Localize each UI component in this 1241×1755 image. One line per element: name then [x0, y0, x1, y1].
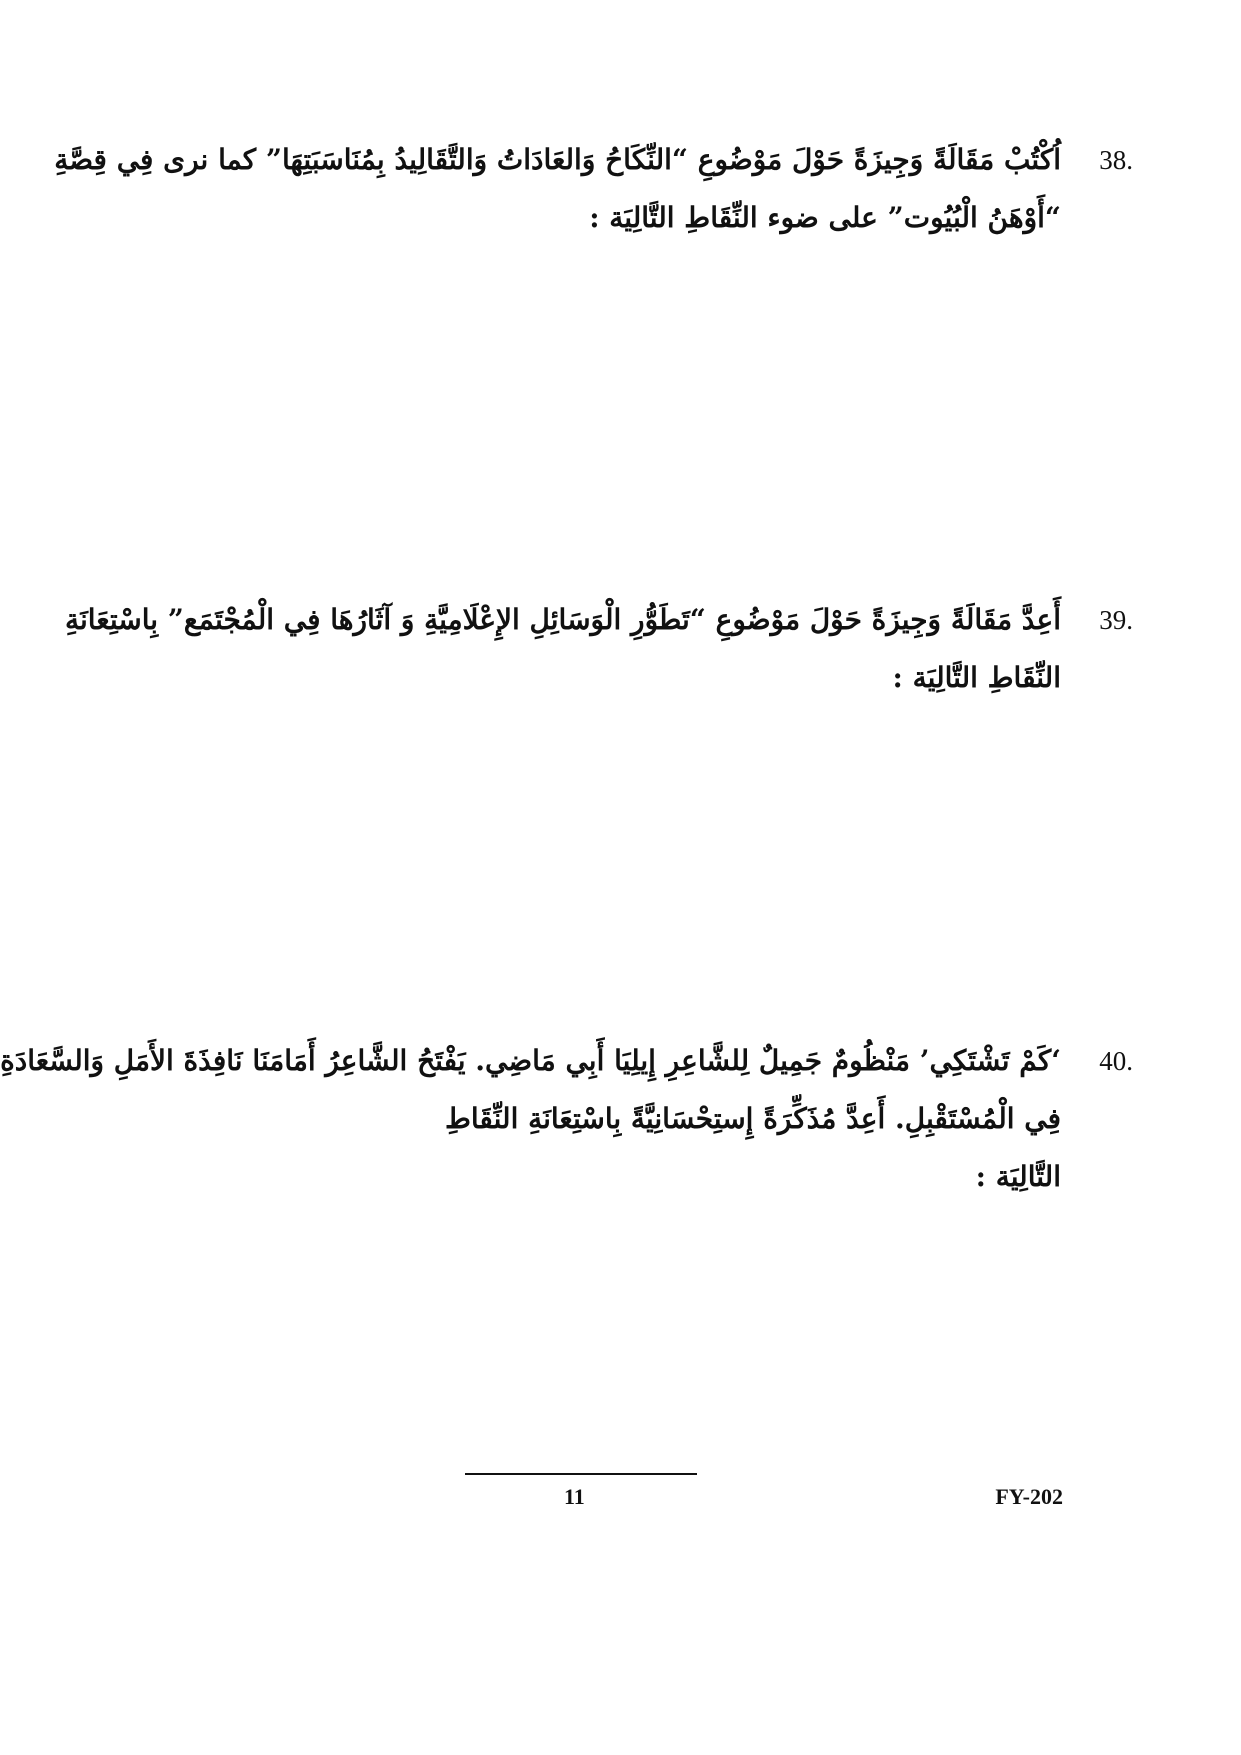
question-number: 40. — [1099, 1046, 1133, 1076]
question-39 — [64, 591, 1133, 707]
question-text-line: النِّقَاطِ التَّالِيَة : — [892, 661, 1061, 694]
page-number: 11 — [564, 1484, 585, 1509]
question-text-line: فِي الْمُسْتَقْبِلِ. أَعِدَّ مُذَكِّرَةً إِستِحْسَانِيَّةً بِاسْتِعَانَةِ النِّقَاطِ — [445, 1102, 1061, 1135]
question-text-line: “أَوْهَنُ الْبُيُوت” على ضوء النِّقَاطِ التَّالِيَة : — [589, 201, 1061, 234]
question-38 — [54, 131, 1133, 247]
question-number: 38. — [1099, 145, 1133, 175]
question-text-line: التَّالِيَة : — [975, 1160, 1061, 1193]
question-40 — [0, 1032, 1133, 1206]
paper-code: FY-202 — [995, 1484, 1063, 1509]
question-text-line: ‘كَمْ تَشْتَكِي’ مَنْظُومٌ جَمِيلٌ لِلشَّاعِرِ إِيلِيَا أَبِي مَاضِي. يَفْتَحُ الشَّاعِرُ أَمَامَنَا نَافِذَةَ الأَمَلِ وَالسَّعَادَةِ — [0, 1044, 1061, 1077]
footer-divider — [465, 1473, 697, 1475]
question-number: 39. — [1099, 605, 1133, 635]
question-text-line: اُكْتُبْ مَقَالَةً وَجِيزَةً حَوْلَ مَوْضُوعِ “النِّكَاحُ وَالعَادَاتُ وَالتَّقَالِيدُ بِمُنَاسَبَتِهَا” كما نرى فِي قِصَّةِ — [54, 143, 1061, 176]
question-text-line: أَعِدَّ مَقَالَةً وَجِيزَةً حَوْلَ مَوْضُوعِ “تَطَوُّرِ الْوَسَائِلِ الإِعْلَامِيَّةِ وَ آثَارُهَا فِي الْمُجْتَمَع” بِاسْتِعَانَةِ — [64, 603, 1061, 636]
